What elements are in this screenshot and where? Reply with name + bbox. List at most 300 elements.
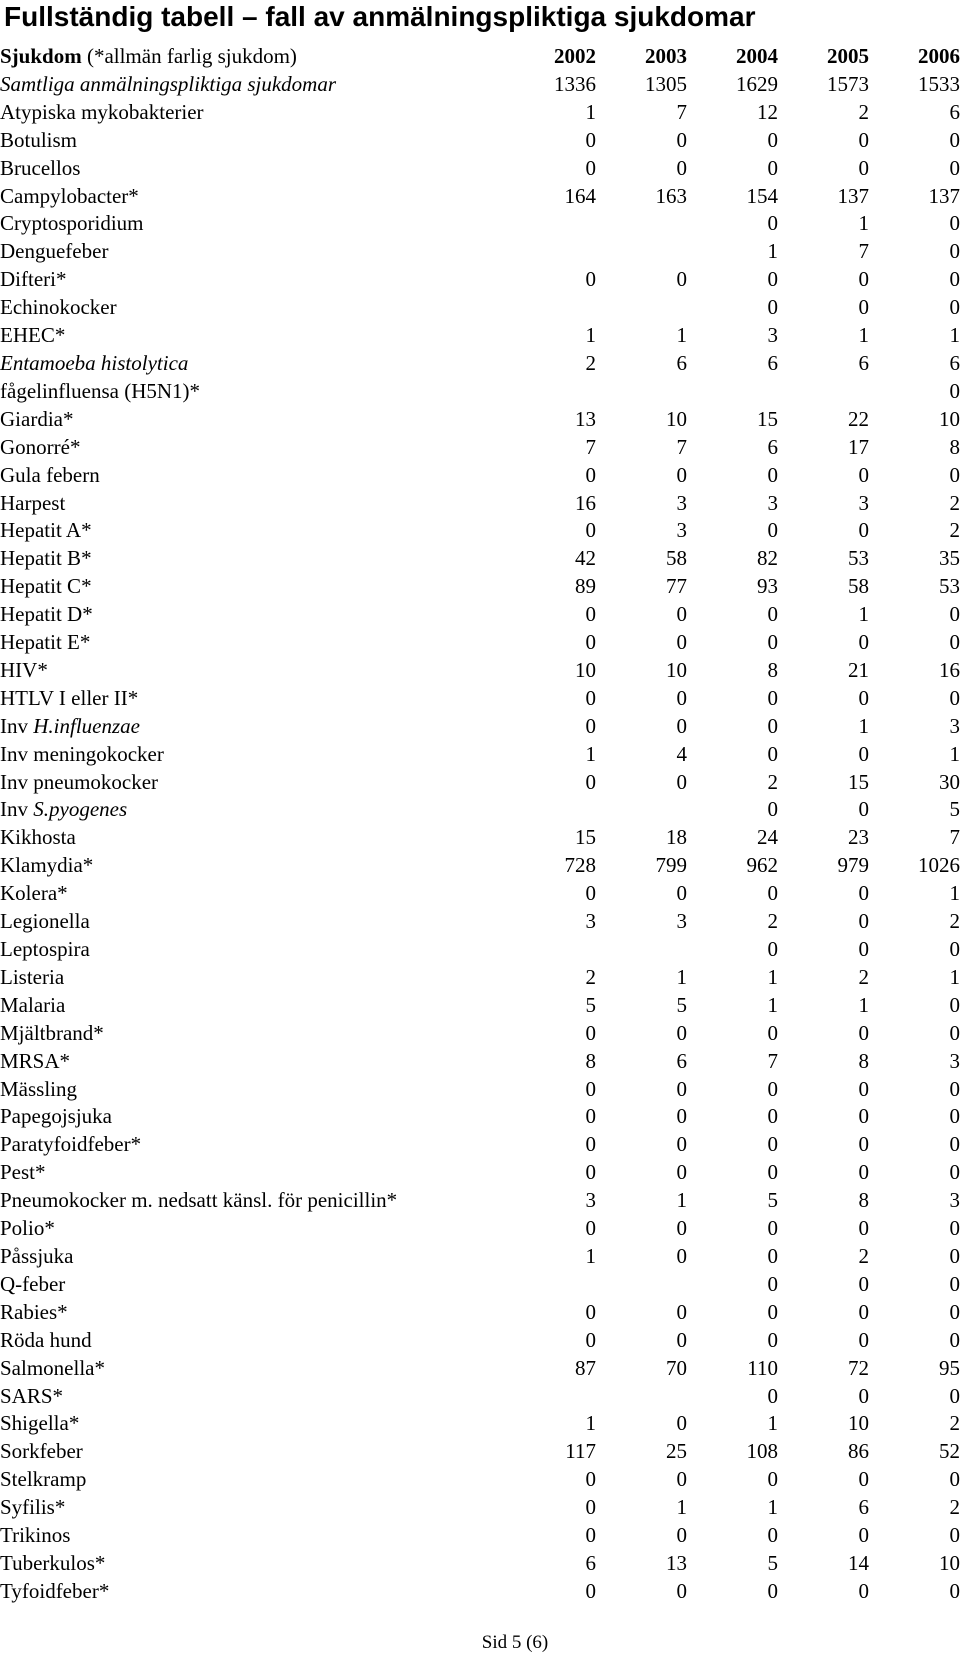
table-row <box>0 462 960 490</box>
case-count-cell: 1 <box>676 1495 687 1520</box>
case-count-cell: 0 <box>858 1467 869 1492</box>
table-row <box>0 1020 960 1048</box>
case-count-cell: 0 <box>585 127 596 152</box>
case-count-cell: 2 <box>949 1411 960 1436</box>
case-count-cell: 1 <box>585 1243 596 1268</box>
case-count-cell: 0 <box>949 1383 960 1408</box>
column-header-year: 2004 <box>736 44 778 68</box>
table-row <box>0 99 960 127</box>
case-count-cell: 0 <box>676 127 687 152</box>
disease-name-cell <box>0 1048 505 1076</box>
disease-name-cell <box>0 294 505 322</box>
disease-name: Botulism <box>0 127 78 152</box>
case-count-cell: 7 <box>585 434 596 459</box>
case-count-cell: 0 <box>767 602 778 627</box>
case-count-cell: 10 <box>666 406 687 431</box>
case-count-cell: 3 <box>949 1188 960 1213</box>
case-count-cell: 0 <box>767 713 778 738</box>
disease-name-cell <box>0 824 505 852</box>
case-count-cell: 962 <box>746 853 778 878</box>
case-count-cell: 0 <box>767 685 778 710</box>
case-count-cell: 0 <box>949 1578 960 1603</box>
disease-name-cell <box>0 490 505 518</box>
case-count-cell: 2 <box>585 350 596 375</box>
case-count-cell: 0 <box>949 462 960 487</box>
case-count-cell: 2 <box>949 1495 960 1520</box>
disease-name: Q-feber <box>0 1271 66 1296</box>
disease-name-cell <box>0 238 505 266</box>
disease-name: Inv <box>0 797 34 822</box>
disease-name-cell <box>0 1383 505 1411</box>
case-count-cell: 0 <box>858 1020 869 1045</box>
disease-name: Campylobacter* <box>0 183 139 208</box>
case-count-cell: 24 <box>757 825 778 850</box>
case-count-cell: 0 <box>949 211 960 236</box>
case-count-cell: 0 <box>858 1132 869 1157</box>
case-count-cell: 21 <box>848 657 869 682</box>
case-count-cell: 0 <box>949 1160 960 1185</box>
disease-name-cell <box>0 71 505 99</box>
table-row <box>0 1438 960 1466</box>
case-count-cell: 0 <box>676 1299 687 1324</box>
table-row <box>0 1299 960 1327</box>
case-count-cell: 17 <box>848 434 869 459</box>
case-count-cell: 16 <box>575 490 596 515</box>
table-row <box>0 1550 960 1578</box>
table-row <box>0 992 960 1020</box>
case-count-cell: 0 <box>949 267 960 292</box>
case-count-cell: 4 <box>676 741 687 766</box>
column-header-year: 2003 <box>645 44 687 68</box>
case-count-cell: 1 <box>767 1411 778 1436</box>
case-count-cell: 8 <box>949 434 960 459</box>
page-number: Sid 5 (6) <box>481 1632 549 1653</box>
disease-name-cell <box>0 1020 505 1048</box>
disease-name: Hepatit C* <box>0 574 92 599</box>
case-count-cell: 1 <box>767 239 778 264</box>
case-count-cell: 3 <box>585 1188 596 1213</box>
disease-name-cell <box>0 852 505 880</box>
disease-name: SARS* <box>0 1383 64 1408</box>
case-count-cell: 0 <box>949 992 960 1017</box>
case-count-cell: 1 <box>676 964 687 989</box>
case-count-cell: 10 <box>939 406 960 431</box>
case-count-cell: 12 <box>757 99 778 124</box>
case-count-cell: 6 <box>676 1048 687 1073</box>
table-row <box>0 936 960 964</box>
case-count-cell <box>505 238 596 266</box>
case-count-cell: 0 <box>676 462 687 487</box>
case-count-cell: 10 <box>666 657 687 682</box>
case-count-cell: 1 <box>858 323 869 348</box>
disease-name-cell <box>0 796 505 824</box>
case-count-cell: 0 <box>949 378 960 403</box>
case-count-cell: 15 <box>757 406 778 431</box>
disease-name-cell <box>0 406 505 434</box>
case-count-cell: 16 <box>939 657 960 682</box>
case-count-cell: 8 <box>858 1048 869 1073</box>
disease-name-cell <box>0 1550 505 1578</box>
disease-name: Brucellos <box>0 155 81 180</box>
case-count-cell: 0 <box>585 155 596 180</box>
case-count-cell: 7 <box>949 825 960 850</box>
case-count-cell: 58 <box>848 574 869 599</box>
case-count-cell <box>687 378 778 406</box>
case-count-cell: 5 <box>767 1188 778 1213</box>
case-count-cell: 6 <box>585 1550 596 1575</box>
disease-name: Sorkfeber <box>0 1439 83 1464</box>
case-count-cell: 0 <box>676 267 687 292</box>
table-row <box>0 155 960 183</box>
disease-name-cell <box>0 1578 505 1606</box>
case-count-cell: 0 <box>858 1299 869 1324</box>
case-count-cell: 7 <box>858 239 869 264</box>
case-count-cell <box>596 294 687 322</box>
disease-name-cell <box>0 992 505 1020</box>
disease-name: Giardia* <box>0 406 74 431</box>
case-count-cell: 0 <box>767 797 778 822</box>
disease-name: Gula febern <box>0 462 100 487</box>
table-row <box>0 1355 960 1383</box>
disease-name-cell <box>0 155 505 183</box>
disease-name: Polio* <box>0 1216 55 1241</box>
case-count-cell: 108 <box>746 1439 778 1464</box>
disease-name-cell <box>0 685 505 713</box>
case-count-cell: 0 <box>949 1132 960 1157</box>
disease-name: Tuberkulos* <box>0 1550 106 1575</box>
case-count-cell: 0 <box>858 155 869 180</box>
case-count-cell: 0 <box>767 1299 778 1324</box>
case-count-cell: 15 <box>575 825 596 850</box>
disease-name: Hepatit B* <box>0 546 92 571</box>
case-count-cell: 3 <box>676 518 687 543</box>
case-count-cell: 2 <box>949 909 960 934</box>
case-count-cell: 0 <box>858 267 869 292</box>
case-count-cell: 0 <box>676 630 687 655</box>
disease-name: Papegojsjuka <box>0 1104 112 1129</box>
case-count-cell: 137 <box>928 183 960 208</box>
case-count-cell: 72 <box>848 1355 869 1380</box>
case-count-cell: 8 <box>767 657 778 682</box>
case-count-cell: 6 <box>767 434 778 459</box>
case-count-cell: 6 <box>949 350 960 375</box>
case-count-cell: 0 <box>858 127 869 152</box>
case-count-cell: 0 <box>949 1076 960 1101</box>
disease-name: Harpest <box>0 490 66 515</box>
case-count-cell: 13 <box>666 1550 687 1575</box>
disease-name-cell <box>0 713 505 741</box>
case-count-cell: 0 <box>767 1271 778 1296</box>
case-count-cell: 0 <box>767 127 778 152</box>
table-body <box>0 43 960 1606</box>
case-count-cell: 2 <box>858 964 869 989</box>
disease-name-italic: S.pyogenes <box>33 797 128 822</box>
case-count-cell: 154 <box>746 183 778 208</box>
case-count-cell: 0 <box>767 1243 778 1268</box>
case-count-cell: 0 <box>676 1216 687 1241</box>
case-count-cell: 8 <box>585 1048 596 1073</box>
disease-name-cell <box>0 322 505 350</box>
disease-name: Röda hund <box>0 1327 92 1352</box>
case-count-cell: 0 <box>585 1160 596 1185</box>
case-count-cell: 0 <box>767 1132 778 1157</box>
table-row <box>0 1466 960 1494</box>
case-count-cell: 164 <box>564 183 596 208</box>
column-header-year: 2006 <box>918 44 960 68</box>
case-count-cell: 3 <box>767 323 778 348</box>
disease-name: Malaria <box>0 992 66 1017</box>
case-count-cell: 0 <box>767 1216 778 1241</box>
table-row <box>0 1103 960 1131</box>
disease-name-cell <box>0 1103 505 1131</box>
case-count-cell: 7 <box>676 434 687 459</box>
case-count-cell: 86 <box>848 1439 869 1464</box>
table-row <box>0 210 960 238</box>
case-count-cell: 0 <box>585 1104 596 1129</box>
table-row <box>0 1131 960 1159</box>
disease-name-cell <box>0 1410 505 1438</box>
disease-name-cell <box>0 378 505 406</box>
case-count-cell: 0 <box>858 685 869 710</box>
disease-name: Pest* <box>0 1160 46 1185</box>
case-count-cell: 0 <box>949 1299 960 1324</box>
case-count-cell: 10 <box>575 657 596 682</box>
table-row <box>0 964 960 992</box>
case-count-cell: 0 <box>858 518 869 543</box>
column-header-year: 2002 <box>554 44 596 68</box>
case-count-cell: 0 <box>767 1076 778 1101</box>
table-row <box>0 824 960 852</box>
disease-name: Difteri* <box>0 267 67 292</box>
disease-name-cell <box>0 266 505 294</box>
disease-name: HTLV I eller II* <box>0 685 139 710</box>
case-count-cell <box>596 378 687 406</box>
disease-name-cell <box>0 657 505 685</box>
case-count-cell: 18 <box>666 825 687 850</box>
case-count-cell: 23 <box>848 825 869 850</box>
case-count-cell: 42 <box>575 546 596 571</box>
case-count-cell: 0 <box>585 267 596 292</box>
case-count-cell: 77 <box>666 574 687 599</box>
case-count-cell: 2 <box>858 99 869 124</box>
case-count-cell: 0 <box>676 713 687 738</box>
case-count-cell: 0 <box>949 1216 960 1241</box>
disease-name: Paratyfoidfeber* <box>0 1132 142 1157</box>
case-count-cell: 22 <box>848 406 869 431</box>
table-row <box>0 852 960 880</box>
table-row <box>0 908 960 936</box>
case-count-cell: 0 <box>858 1160 869 1185</box>
case-count-cell: 0 <box>949 630 960 655</box>
case-count-cell: 93 <box>757 574 778 599</box>
table-row <box>0 1327 960 1355</box>
disease-name: fågelinfluensa (H5N1)* <box>0 378 201 403</box>
table-row <box>0 657 960 685</box>
case-count-cell <box>596 238 687 266</box>
case-count-cell: 0 <box>585 1495 596 1520</box>
table-row <box>0 434 960 462</box>
case-count-cell: 0 <box>858 1578 869 1603</box>
disease-name: MRSA* <box>0 1048 71 1073</box>
table-row <box>0 1159 960 1187</box>
case-count-cell: 82 <box>757 546 778 571</box>
table-row <box>0 1243 960 1271</box>
case-count-cell: 5 <box>585 992 596 1017</box>
case-count-cell: 0 <box>949 1271 960 1296</box>
disease-name: Inv meningokocker <box>0 741 164 766</box>
case-count-cell: 0 <box>949 1327 960 1352</box>
disease-name: EHEC* <box>0 323 66 348</box>
case-count-cell: 0 <box>767 881 778 906</box>
disease-name: Mässling <box>0 1076 78 1101</box>
disease-name-cell <box>0 350 505 378</box>
disease-name-cell <box>0 964 505 992</box>
disease-name: Syfilis* <box>0 1495 66 1520</box>
case-count-cell: 0 <box>767 741 778 766</box>
table-header-row <box>0 43 960 71</box>
case-count-cell: 0 <box>858 1327 869 1352</box>
case-count-cell: 0 <box>676 1160 687 1185</box>
case-count-cell: 0 <box>585 1578 596 1603</box>
table-row <box>0 517 960 545</box>
case-count-cell: 0 <box>767 518 778 543</box>
disease-name-cell <box>0 1076 505 1104</box>
case-count-cell: 1 <box>949 741 960 766</box>
case-count-cell: 0 <box>767 1523 778 1548</box>
disease-name-cell <box>0 1243 505 1271</box>
disease-header-label: Sjukdom <box>0 44 82 68</box>
case-count-cell: 7 <box>767 1048 778 1073</box>
case-count-cell: 1 <box>949 323 960 348</box>
case-count-cell: 1 <box>767 992 778 1017</box>
table-row <box>0 713 960 741</box>
case-count-cell: 3 <box>767 490 778 515</box>
case-count-cell: 0 <box>767 211 778 236</box>
disease-name: Salmonella* <box>0 1355 105 1380</box>
case-count-cell: 0 <box>858 797 869 822</box>
case-count-cell: 0 <box>585 462 596 487</box>
column-header-year: 2005 <box>827 44 869 68</box>
disease-name-cell <box>0 769 505 797</box>
case-count-cell: 10 <box>848 1411 869 1436</box>
case-count-cell: 0 <box>585 1299 596 1324</box>
disease-name: Echinokocker <box>0 295 117 320</box>
table-row <box>0 601 960 629</box>
disease-name: Inv <box>0 713 34 738</box>
case-count-cell: 0 <box>858 741 869 766</box>
table-row <box>0 1522 960 1550</box>
case-count-cell: 1 <box>858 713 869 738</box>
case-count-cell: 0 <box>858 1271 869 1296</box>
case-count-cell: 87 <box>575 1355 596 1380</box>
table-row <box>0 350 960 378</box>
case-count-cell <box>505 796 596 824</box>
disease-name: Pneumokocker m. nedsatt känsl. för penicillin* <box>0 1188 398 1213</box>
column-header-disease <box>0 43 505 71</box>
case-count-cell: 1 <box>585 1411 596 1436</box>
case-count-cell: 0 <box>767 1578 778 1603</box>
case-count-cell: 0 <box>585 713 596 738</box>
case-count-cell: 0 <box>767 155 778 180</box>
table-row <box>0 880 960 908</box>
disease-name-cell <box>0 741 505 769</box>
table-row <box>0 629 960 657</box>
case-count-cell: 0 <box>949 127 960 152</box>
table-row <box>0 1410 960 1438</box>
case-count-cell: 1 <box>858 992 869 1017</box>
case-count-cell <box>596 1383 687 1411</box>
case-count-cell <box>596 796 687 824</box>
case-count-cell: 0 <box>858 1216 869 1241</box>
case-count-cell: 6 <box>858 350 869 375</box>
disease-name: Hepatit E* <box>0 630 91 655</box>
table-row <box>0 1383 960 1411</box>
case-count-cell: 1533 <box>918 71 960 96</box>
case-count-cell: 0 <box>949 1104 960 1129</box>
disease-name: Denguefeber <box>0 239 109 264</box>
disease-name-cell <box>0 127 505 155</box>
table-row <box>0 1578 960 1606</box>
case-count-cell: 53 <box>939 574 960 599</box>
case-count-cell: 2 <box>767 769 778 794</box>
case-count-cell: 0 <box>767 1383 778 1408</box>
case-count-cell <box>505 1271 596 1299</box>
case-count-cell <box>505 378 596 406</box>
disease-name: Hepatit D* <box>0 602 93 627</box>
disease-name-cell <box>0 629 505 657</box>
case-count-cell <box>505 936 596 964</box>
disease-name-cell <box>0 210 505 238</box>
case-count-cell: 0 <box>585 630 596 655</box>
case-count-cell: 0 <box>585 1467 596 1492</box>
disease-name: Hepatit A* <box>0 518 92 543</box>
case-count-cell: 1573 <box>827 71 869 96</box>
disease-name-cell <box>0 1355 505 1383</box>
case-count-cell: 2 <box>767 909 778 934</box>
case-count-cell: 0 <box>585 1327 596 1352</box>
table-row <box>0 573 960 601</box>
case-count-cell: 0 <box>676 685 687 710</box>
disease-name-cell <box>0 1522 505 1550</box>
case-count-cell: 1336 <box>554 71 596 96</box>
disease-name-cell <box>0 1299 505 1327</box>
disease-name: Cryptosporidium <box>0 211 144 236</box>
disease-name: Tyfoidfeber* <box>0 1578 110 1603</box>
disease-name-cell <box>0 183 505 211</box>
case-count-cell: 799 <box>655 853 687 878</box>
case-count-cell: 1 <box>676 323 687 348</box>
table-row <box>0 769 960 797</box>
case-count-cell: 0 <box>585 602 596 627</box>
case-count-cell: 0 <box>949 602 960 627</box>
disease-header-note: (*allmän farlig sjukdom) <box>81 44 297 68</box>
case-count-cell: 3 <box>949 713 960 738</box>
disease-name-cell <box>0 1327 505 1355</box>
case-count-cell: 7 <box>676 99 687 124</box>
case-count-cell: 6 <box>767 350 778 375</box>
case-count-cell <box>505 1383 596 1411</box>
disease-name: Entamoeba histolytica <box>0 350 189 375</box>
case-count-cell: 1 <box>858 602 869 627</box>
case-count-cell: 0 <box>585 769 596 794</box>
disease-name-cell <box>0 1494 505 1522</box>
case-count-cell: 0 <box>585 518 596 543</box>
disease-name-cell <box>0 880 505 908</box>
case-count-cell <box>505 210 596 238</box>
case-count-cell: 0 <box>767 462 778 487</box>
disease-name-cell <box>0 936 505 964</box>
case-count-cell: 0 <box>676 1020 687 1045</box>
